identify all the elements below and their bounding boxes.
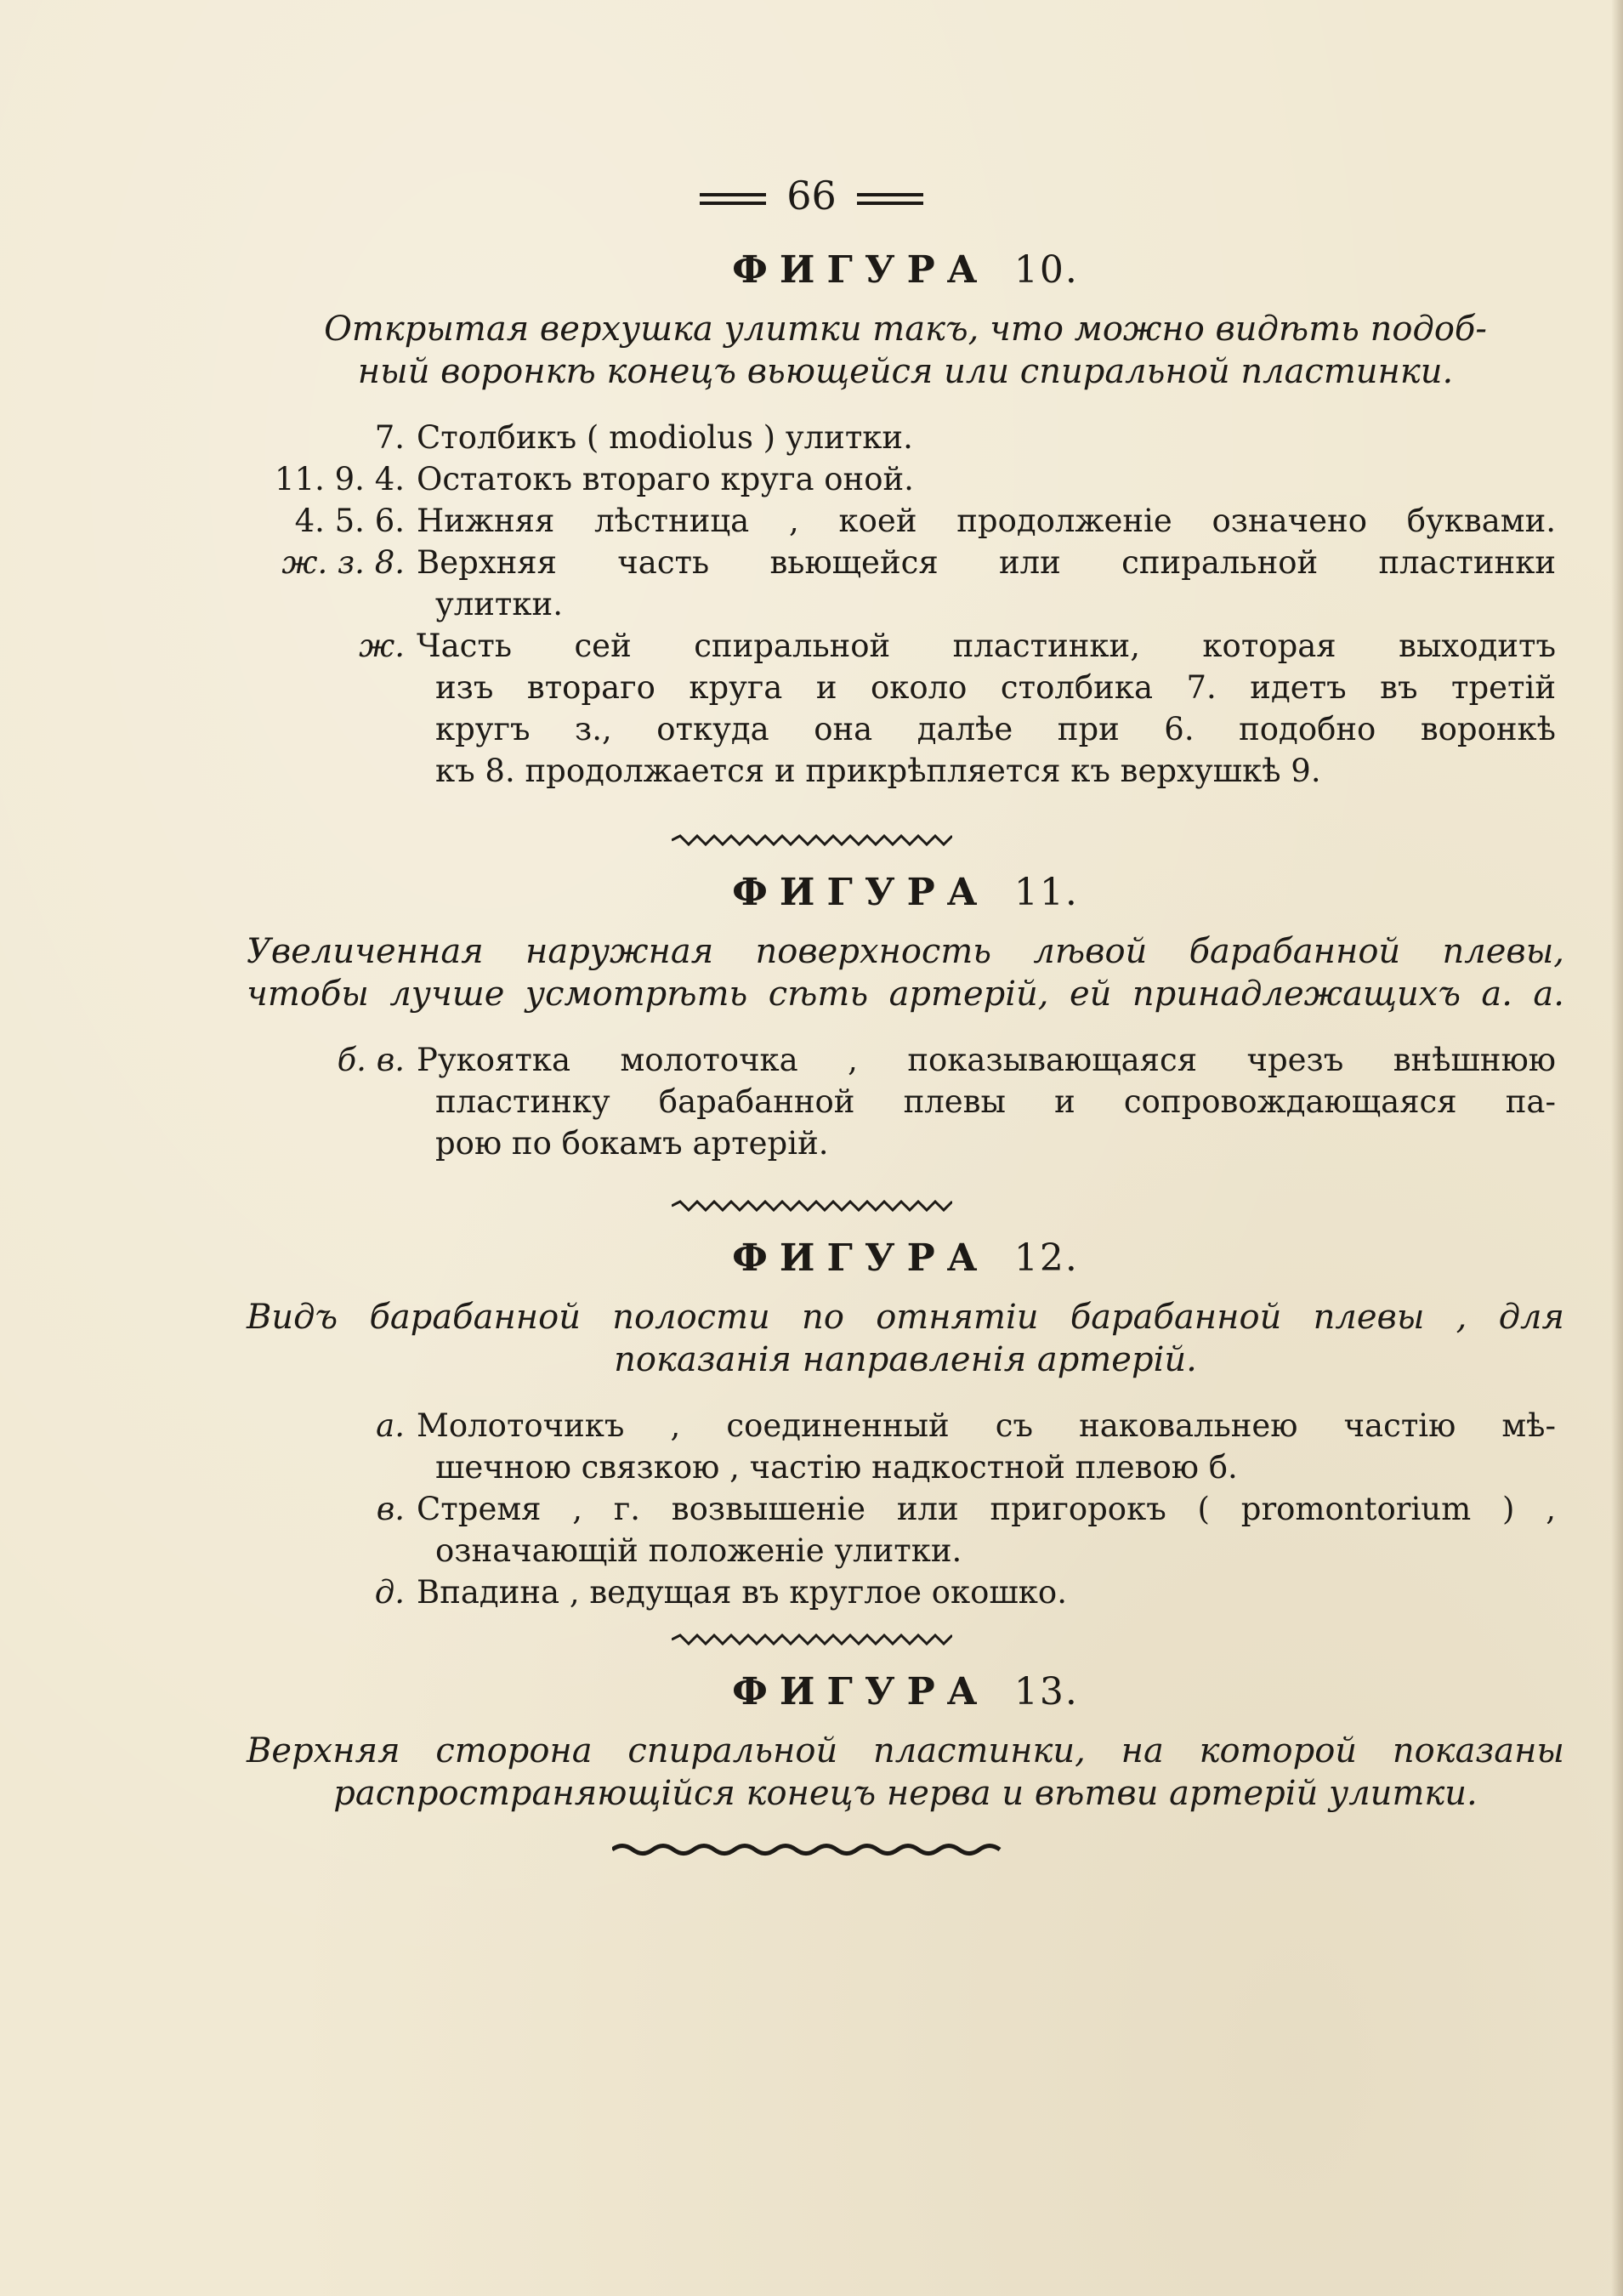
item-label: 11. 9. 4.	[275, 461, 405, 497]
figure-title-word: ФИГУРА	[732, 248, 990, 292]
item-text-cont: шечною связкою , частію надкостной плевою б.	[435, 1449, 1238, 1486]
section-separator	[0, 833, 1623, 850]
item-text: Нижняя лѣстница , коей продолженіе означено буквами.	[417, 503, 1556, 539]
item-label: 7.	[374, 419, 405, 456]
figure-title	[247, 1667, 1564, 1718]
header-rule-right	[857, 193, 923, 205]
item-label: 4. 5. 6.	[294, 503, 405, 539]
figure-item	[376, 1488, 1556, 1571]
item-text: Молоточикъ , соединенный съ наковальнею частію мѣ-	[417, 1407, 1556, 1444]
item-text-cont: рою по бокамъ артерій.	[435, 1125, 829, 1162]
figure-13-section	[247, 1667, 1564, 1815]
figure-title-number: 12.	[1013, 1236, 1079, 1280]
section-separator	[0, 1199, 1623, 1215]
figure-caption	[247, 1730, 1564, 1815]
figure-title-word: ФИГУРА	[732, 1670, 990, 1713]
figure-caption	[247, 930, 1564, 1015]
caption-line: Верхняя сторона спиральной пластинки, на которой показаны	[247, 1731, 1564, 1770]
figure-12-section	[247, 1233, 1564, 1613]
figure-caption	[247, 1296, 1564, 1381]
figure-caption	[247, 308, 1564, 393]
item-text-cont: къ 8. продолжается и прикрѣпляется къ верхушкѣ 9.	[435, 753, 1321, 789]
item-text: Часть сей спиральной пластинки, которая выходитъ	[417, 628, 1556, 664]
figure-title-number: 13.	[1013, 1670, 1079, 1713]
item-text-cont: изъ втораго круга и около столбика 7. идетъ въ третій	[435, 669, 1556, 706]
ornament-rule-icon	[612, 1842, 1012, 1857]
item-label	[375, 1571, 417, 1613]
item-text: Верхняя часть вьющейся или спиральной пластинки	[417, 544, 1556, 581]
item-text: Остатокъ втораго круга оной.	[417, 461, 914, 497]
caption-line: распространяющійся конецъ нерва и вѣтви артерій улитки.	[333, 1774, 1478, 1813]
figure-title-word: ФИГУРА	[732, 1236, 990, 1280]
figure-10-section	[247, 245, 1564, 792]
page-edge	[1611, 0, 1623, 2296]
item-text-cont: пластинку барабанной плевы и сопровождающаяся па-	[435, 1083, 1556, 1120]
page-number: 66	[786, 173, 837, 219]
figure-item	[337, 1039, 1556, 1164]
item-label	[338, 1039, 417, 1081]
figure-title-number: 10.	[1013, 248, 1079, 292]
wavy-rule-icon	[672, 1634, 952, 1645]
item-label	[376, 1405, 417, 1446]
figure-item	[294, 500, 1556, 542]
header-rule-left	[700, 193, 766, 205]
caption-line: чтобы лучше усмотрѣть сѣть артерій, ей принадлежащихъ а. а.	[247, 975, 1564, 1014]
figure-items	[275, 417, 1556, 792]
figure-items	[374, 1405, 1556, 1613]
figure-item	[374, 1571, 1556, 1613]
figure-title-number: 11.	[1013, 871, 1079, 914]
item-label-text: д.	[374, 1574, 405, 1611]
figure-title	[247, 867, 1564, 918]
item-label	[377, 1488, 417, 1530]
caption-line: показанія направленія артерій.	[614, 1340, 1197, 1379]
item-text: Стремя , г. возвышеніе или пригорокъ ( promontorium ) ,	[417, 1491, 1556, 1527]
item-text: Столбикъ ( modiolus ) улитки.	[417, 419, 913, 456]
figure-items	[337, 1039, 1556, 1164]
item-label-text: ж. з. 8.	[281, 544, 405, 581]
figure-title-word: ФИГУРА	[732, 871, 990, 914]
caption-line: ный воронкѣ конецъ вьющейся или спиральной пластинки.	[357, 352, 1454, 391]
wavy-rule-icon	[672, 834, 952, 846]
figure-item	[275, 458, 1556, 500]
caption-line: Увеличенная наружная поверхность лѣвой барабанной плевы,	[247, 932, 1564, 971]
figure-item	[281, 542, 1556, 625]
wavy-rule-icon	[672, 1200, 952, 1212]
item-label	[281, 542, 417, 583]
figure-title	[247, 245, 1564, 296]
item-label-text: а.	[376, 1407, 405, 1444]
figure-11-section	[247, 867, 1564, 1164]
figure-item	[374, 417, 1556, 458]
section-separator-final	[0, 1842, 1623, 1861]
caption-line: Открытая верхушка улитки такъ, что можно видѣть подоб-	[324, 310, 1487, 349]
figure-item	[359, 625, 1556, 792]
item-text-cont: кругъ з., откуда она далѣе при 6. подобно воронкѣ	[435, 711, 1556, 747]
item-text-cont: означающій положеніе улитки.	[435, 1532, 962, 1569]
figure-item	[376, 1405, 1556, 1488]
caption-line: Видъ барабанной полости по отнятіи барабанной плевы , для	[247, 1298, 1564, 1337]
item-text: Впадина , ведущая въ круглое окошко.	[417, 1574, 1067, 1611]
item-label-text: в.	[376, 1491, 405, 1527]
item-label-text: ж.	[359, 628, 405, 664]
figure-title	[247, 1233, 1564, 1284]
item-text-cont: улитки.	[435, 586, 563, 622]
item-text: Рукоятка молоточка , показывающаяся чрезъ внѣшнюю	[417, 1042, 1556, 1078]
item-label-text: б. в.	[337, 1042, 405, 1078]
section-separator	[0, 1633, 1623, 1649]
item-label	[359, 625, 417, 667]
page-header	[0, 170, 1623, 221]
